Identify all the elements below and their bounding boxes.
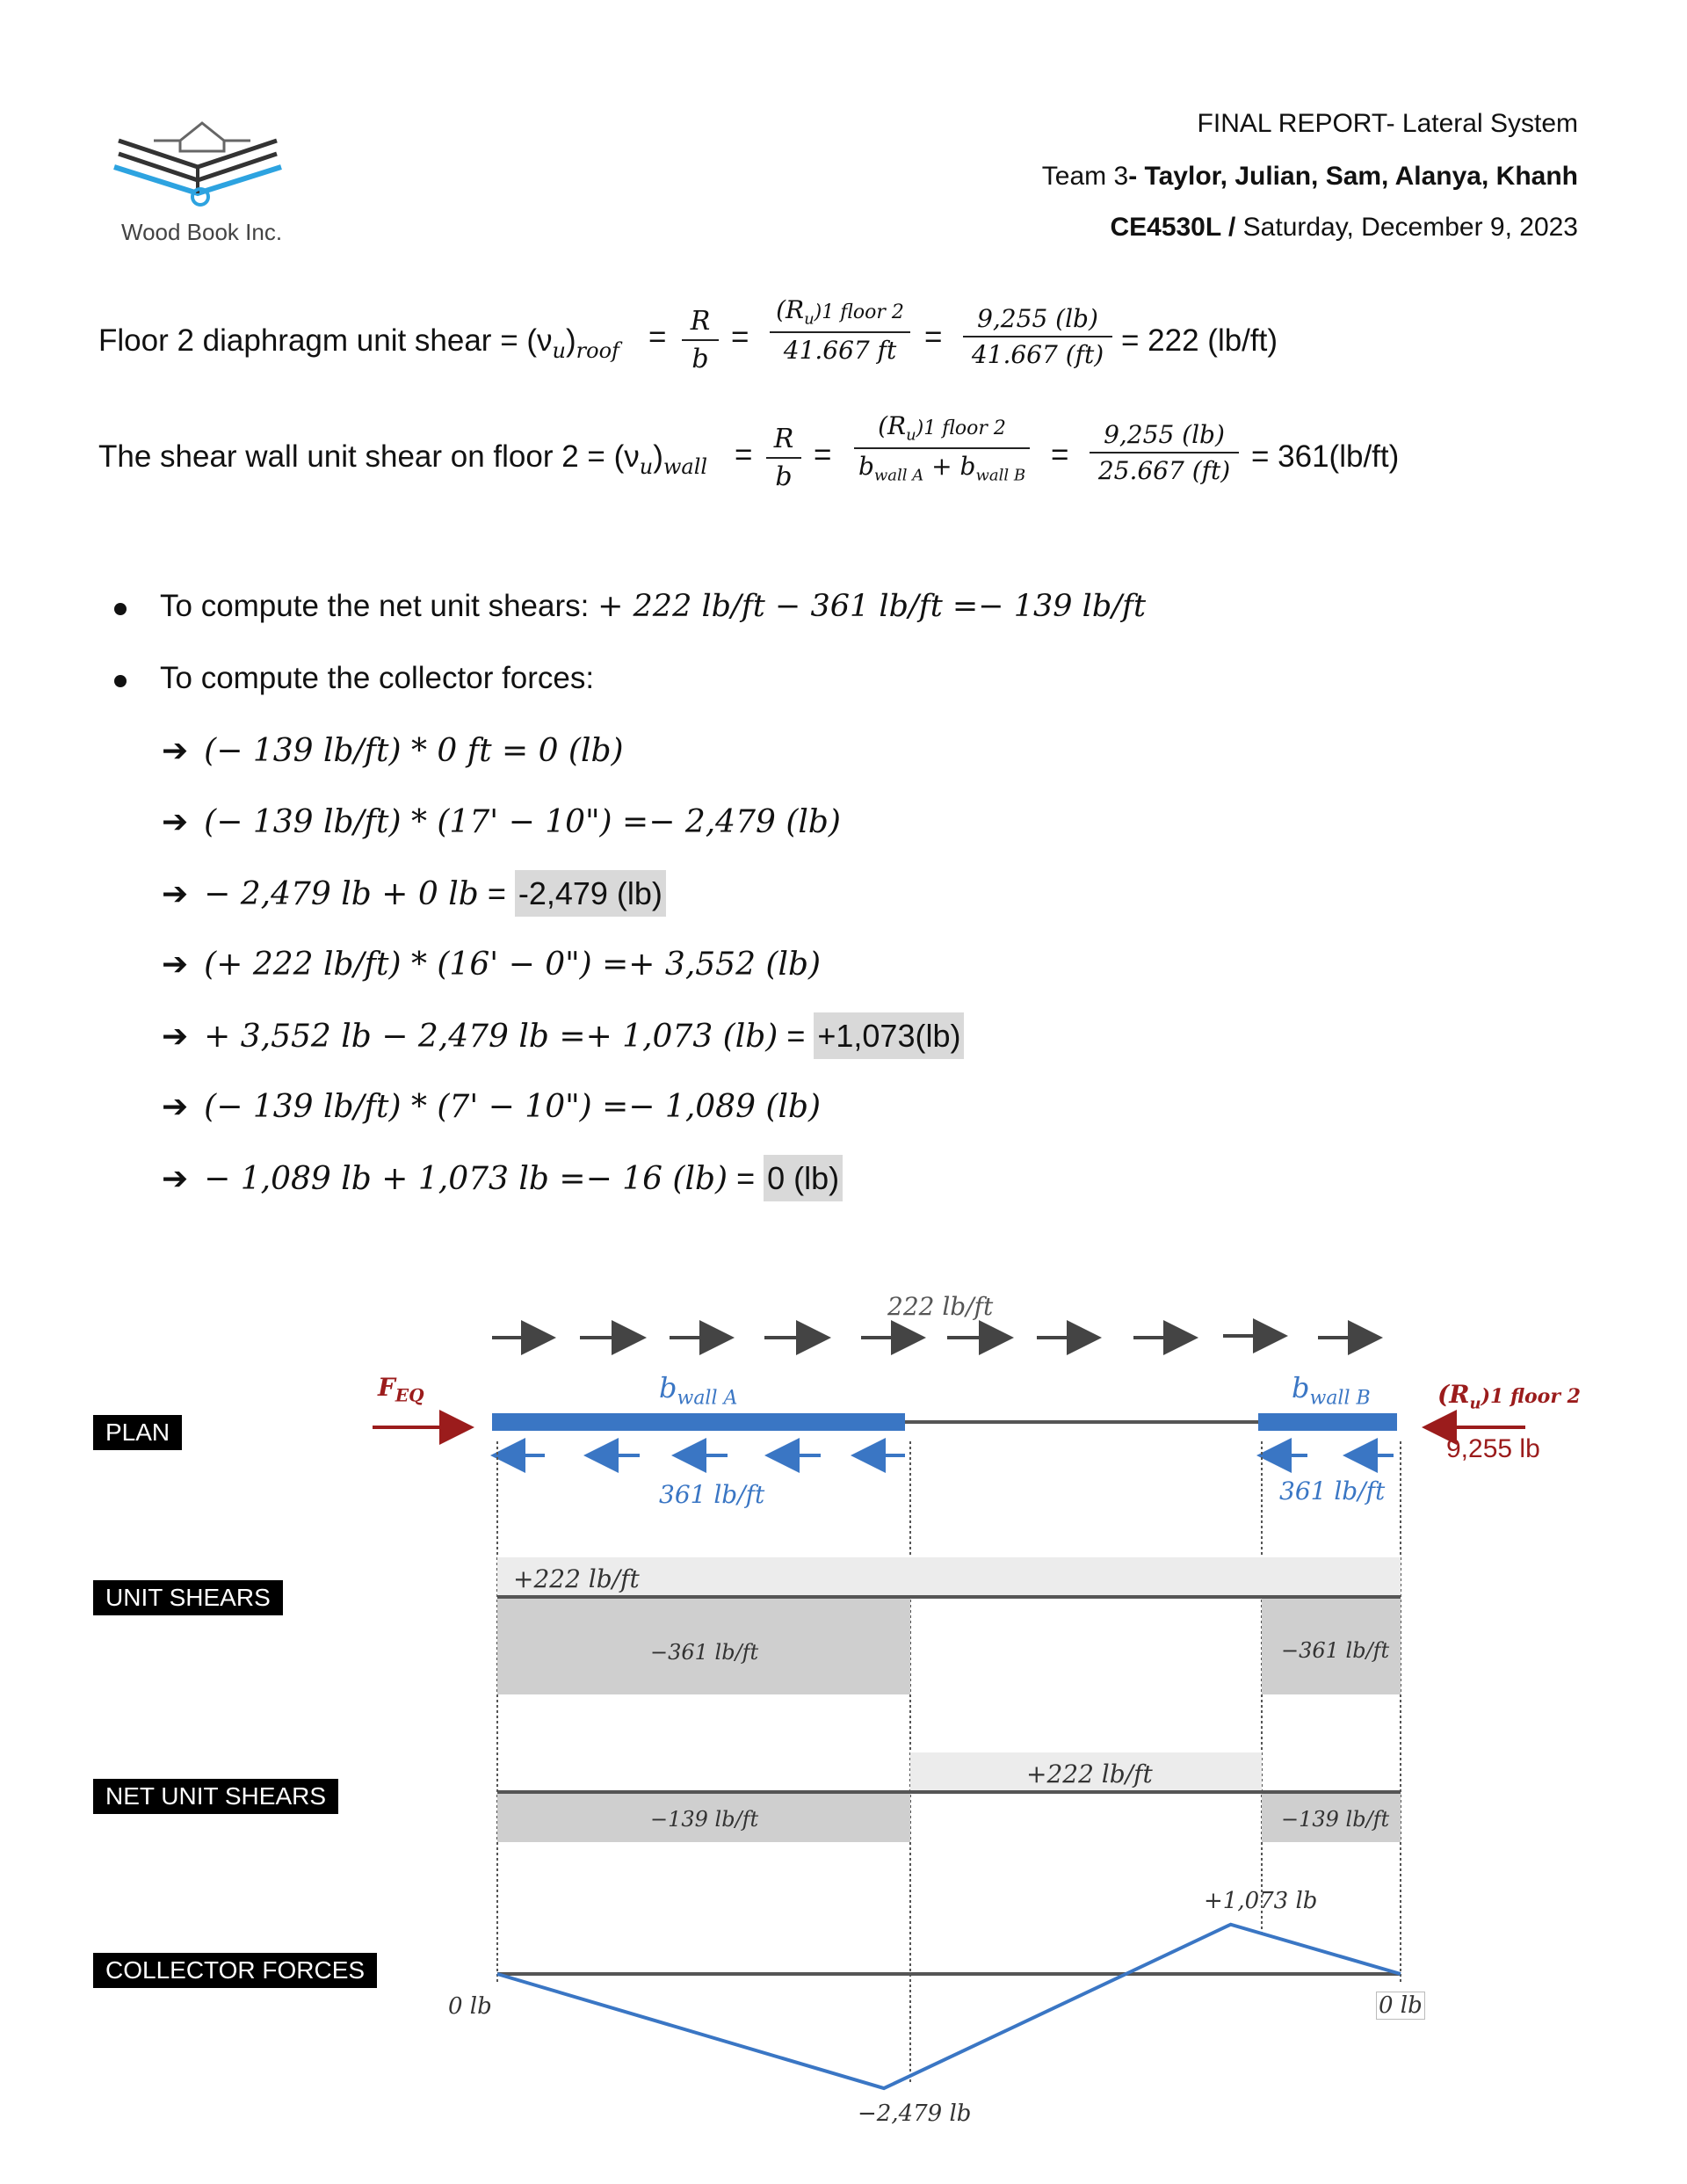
eq1-equals-3: = [924,320,943,354]
step-1: ➔ (− 139 lb/ft) * 0 ft = 0 (lb) [162,733,624,769]
report-title: FINAL REPORT- Lateral System [1197,109,1578,138]
bullet-dot [114,603,127,615]
highlight-result: +1,073(lb) [814,1012,964,1059]
tag-net-unit-shears: NET UNIT SHEARS [93,1779,338,1814]
logo-text: Wood Book Inc. [121,219,283,245]
eq1-result: = 222 (lb/ft) [1121,323,1278,358]
eq2-result: = 361(lb/ft) [1251,439,1400,474]
team-line [1042,162,1578,192]
bullet-dot [114,675,127,687]
team-prefix: Team 3 [1041,162,1129,191]
wall-b-shear-label: 361 lb/ft [1279,1477,1386,1506]
eq1-frac-r-b: R b [682,306,719,374]
eq1-frac-values: 9,255 (lb) 41.667 (ft) [963,304,1112,369]
unit-pos-label: +222 lb/ft [513,1564,640,1593]
eq1-equals-1: = [648,320,667,354]
collector-left-label: 0 lb [448,1993,492,2020]
net-neg-a-label: −139 lb/ft [650,1807,759,1832]
ru-value: 9,255 lb [1446,1434,1540,1463]
step-7: ➔ − 1,089 lb + 1,073 lb =− 16 (lb) = 0 (lb) [162,1160,843,1197]
course-code: CE4530L / [1110,213,1236,242]
feq-label: $F_{EQ}$ [378,1373,424,1406]
step-3: ➔ − 2,479 lb + 0 lb = -2,479 (lb) [162,875,666,912]
collector-force-line [497,1925,1401,2088]
shear-collector-diagram [0,1266,1687,2144]
eq2-equals-3: = [1051,438,1069,472]
wall-a-label: $b_{wall A}$ [659,1371,738,1410]
wall-b-label: $b_{wall B}$ [1292,1371,1371,1410]
bullet-collector-forces: To compute the collector forces: [160,661,595,695]
bullet-net-unit-shears: To compute the net unit shears: + 222 lb/ft − 361 lb/ft =− 139 lb/ft [160,589,1147,624]
collector-min-label: −2,479 lb [858,2101,972,2127]
collector-max-label: +1,073 lb [1204,1888,1318,1914]
diaphragm-shear-arrows [492,1336,1376,1338]
collector-right-label: 0 lb [1376,1992,1425,2020]
book-logo-icon [105,105,299,211]
unit-neg-b-label: −361 lb/ft [1281,1638,1390,1663]
ru-label: $(R_u)1$ floor 2 [1437,1380,1581,1413]
eq2-frac-values: 9,255 (lb) 25.667 (ft) [1090,420,1239,485]
wall-b-bar [1258,1413,1397,1431]
highlight-result: -2,479 (lb) [515,870,666,917]
top-shear-label: 222 lb/ft [887,1292,994,1321]
eq2-equals-2: = [814,438,832,472]
tag-plan: PLAN [93,1415,182,1450]
report-date: Saturday, December 9, 2023 [1235,213,1578,242]
eq2-frac-ru: $(R_u)1$ floor 2 $b_{wall A} + b_{wall B}$ [854,411,1030,484]
step-6: ➔ (− 139 lb/ft) * (7' − 10") =− 1,089 (lb) [162,1089,822,1125]
highlight-result: 0 (lb) [764,1155,843,1201]
unit-neg-a-label: −361 lb/ft [650,1640,759,1665]
eq1-equals-2: = [731,320,749,354]
eq2-equals-1: = [735,438,753,472]
step-2: ➔ (− 139 lb/ft) * (17' − 10") =− 2,479 (lb) [162,804,841,840]
logo [105,105,299,245]
course-line [1110,213,1578,243]
net-neg-b-label: −139 lb/ft [1281,1807,1390,1832]
eq2-label: The shear wall unit shear on floor $2 = (\nu_u)_{wall}$ [98,439,708,479]
net-pos-label: +222 lb/ft [1026,1760,1153,1789]
wall-a-bar [492,1413,905,1431]
step-4: ➔ (+ 222 lb/ft) * (16' − 0") =+ 3,552 (lb) [162,947,822,983]
tag-collector-forces: COLLECTOR FORCES [93,1953,377,1988]
tag-unit-shears: UNIT SHEARS [93,1580,283,1615]
eq1-frac-ru: $(R_u)1$ floor 2 41.667 ft [770,295,910,365]
team-names: - Taylor, Julian, Sam, Alanya, Khanh [1128,162,1578,191]
eq2-frac-r-b: R b [766,424,801,492]
step-5: ➔ + 3,552 lb − 2,479 lb =+ 1,073 (lb) = +1,073(lb) [162,1018,964,1055]
eq1-label: Floor 2 diaphragm unit shear = $(\nu_u)_{roof}$ [98,323,619,363]
wall-a-shear-label: 361 lb/ft [659,1480,765,1509]
